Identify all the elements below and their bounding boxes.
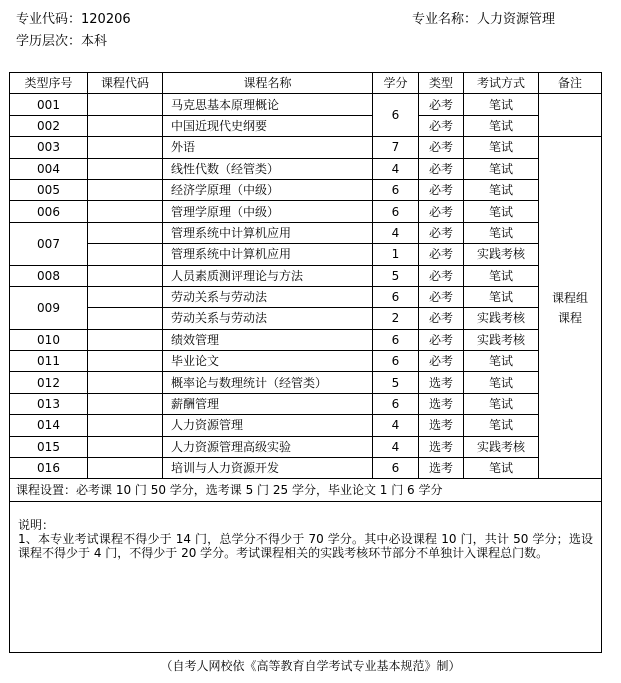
cell-code	[88, 244, 163, 265]
cell-type: 必考	[419, 158, 464, 179]
remark-text: 课程组课程	[552, 290, 589, 325]
cell-course-name: 毕业论文	[163, 351, 373, 372]
cell-course-name: 劳动关系与劳动法	[163, 308, 373, 329]
cell-credit: 4	[373, 158, 419, 179]
cell-credit: 6	[373, 94, 419, 137]
col-header-exam: 考试方式	[464, 73, 539, 94]
major-code: 专业代码：120206	[16, 12, 131, 27]
cell-seq: 005	[10, 179, 88, 200]
cell-credit: 6	[373, 179, 419, 200]
cell-credit: 4	[373, 436, 419, 457]
cell-seq: 014	[10, 415, 88, 436]
cell-seq: 003	[10, 137, 88, 158]
note-box	[10, 502, 602, 653]
cell-credit: 5	[373, 372, 419, 393]
table-row	[10, 286, 602, 307]
cell-exam: 笔试	[464, 393, 539, 414]
cell-code	[88, 436, 163, 457]
cell-exam: 笔试	[464, 201, 539, 222]
table-row	[10, 436, 602, 457]
col-header-code: 课程代码	[88, 73, 163, 94]
cell-seq: 008	[10, 265, 88, 286]
table-row	[10, 415, 602, 436]
table-row	[10, 158, 602, 179]
course-table	[9, 72, 602, 653]
cell-course-name: 管理系统中计算机应用	[163, 244, 373, 265]
cell-seq: 011	[10, 351, 88, 372]
cell-seq: 015	[10, 436, 88, 457]
footer-source: （自考人网校依《高等教育自学考试专业基本规范》制）	[160, 659, 461, 673]
cell-type: 必考	[419, 137, 464, 158]
cell-type: 选考	[419, 393, 464, 414]
cell-code	[88, 179, 163, 200]
cell-course-name: 绩效管理	[163, 329, 373, 350]
cell-credit: 6	[373, 351, 419, 372]
cell-seq: 007	[10, 222, 88, 265]
cell-course-name: 培训与人力资源开发	[163, 458, 373, 479]
cell-seq: 001	[10, 94, 88, 115]
table-row	[10, 244, 602, 265]
cell-seq: 016	[10, 458, 88, 479]
table-row	[10, 329, 602, 350]
cell-credit: 5	[373, 265, 419, 286]
note-row	[10, 502, 602, 653]
table-row	[10, 458, 602, 479]
cell-type: 选考	[419, 436, 464, 457]
cell-credit: 4	[373, 415, 419, 436]
education-level: 学历层次：本科	[16, 34, 108, 49]
major-name: 专业名称：人力资源管理	[412, 12, 556, 27]
cell-course-name: 人员素质测评理论与方法	[163, 265, 373, 286]
cell-course-name: 中国近现代史纲要	[163, 115, 373, 136]
cell-seq: 013	[10, 393, 88, 414]
cell-course-name: 马克思基本原理概论	[163, 94, 373, 115]
cell-code	[88, 265, 163, 286]
table-row	[10, 222, 602, 243]
cell-exam: 实践考核	[464, 436, 539, 457]
table-row	[10, 94, 602, 115]
cell-course-name: 外语	[163, 137, 373, 158]
note-title: 说明：	[18, 518, 55, 533]
table-row	[10, 351, 602, 372]
cell-exam: 笔试	[464, 222, 539, 243]
cell-code	[88, 372, 163, 393]
cell-seq: 006	[10, 201, 88, 222]
cell-exam: 实践考核	[464, 244, 539, 265]
cell-exam: 笔试	[464, 286, 539, 307]
cell-code	[88, 158, 163, 179]
cell-exam: 实践考核	[464, 308, 539, 329]
cell-code	[88, 415, 163, 436]
cell-seq: 010	[10, 329, 88, 350]
cell-code	[88, 308, 163, 329]
cell-code	[88, 137, 163, 158]
cell-code	[88, 329, 163, 350]
table-row	[10, 308, 602, 329]
cell-course-name: 线性代数（经管类）	[163, 158, 373, 179]
cell-credit: 6	[373, 393, 419, 414]
cell-seq: 009	[10, 286, 88, 329]
cell-remark	[539, 137, 602, 479]
cell-type: 必考	[419, 201, 464, 222]
cell-type: 选考	[419, 372, 464, 393]
cell-seq: 004	[10, 158, 88, 179]
cell-code	[88, 115, 163, 136]
col-header-name: 课程名称	[163, 73, 373, 94]
cell-credit: 6	[373, 458, 419, 479]
cell-exam: 笔试	[464, 351, 539, 372]
cell-credit: 2	[373, 308, 419, 329]
note-body: 1、本专业考试课程不得少于 14 门，总学分不得少于 70 学分。其中必设课程 10 门，共计 50 学分；选设课程不得少于 4 门，不得少于 20 学分。考试课程相关的实践考核环节部分不单独计入课程总门数。	[18, 532, 593, 561]
col-header-credit: 学分	[373, 73, 419, 94]
table-row	[10, 201, 602, 222]
cell-course-name: 概率论与数理统计（经管类）	[163, 372, 373, 393]
cell-type: 必考	[419, 115, 464, 136]
cell-credit: 6	[373, 286, 419, 307]
cell-exam: 笔试	[464, 179, 539, 200]
cell-type: 选考	[419, 458, 464, 479]
col-header-remark: 备注	[539, 73, 602, 94]
cell-type: 必考	[419, 351, 464, 372]
table-row	[10, 179, 602, 200]
course-setting-text: 课程设置：必考课 10 门 50 学分，选考课 5 门 25 学分，毕业论文 1 门 6 学分	[10, 479, 602, 502]
table-row	[10, 137, 602, 158]
setting-row	[10, 479, 602, 502]
cell-code	[88, 286, 163, 307]
table-header-row	[10, 73, 602, 94]
cell-code	[88, 222, 163, 243]
cell-credit: 6	[373, 201, 419, 222]
table-row	[10, 265, 602, 286]
cell-remark-blank	[539, 94, 602, 137]
cell-course-name: 管理系统中计算机应用	[163, 222, 373, 243]
cell-course-name: 管理学原理（中级）	[163, 201, 373, 222]
col-header-type: 类型	[419, 73, 464, 94]
table-row	[10, 393, 602, 414]
cell-seq: 012	[10, 372, 88, 393]
cell-exam: 实践考核	[464, 329, 539, 350]
cell-type: 必考	[419, 244, 464, 265]
cell-code	[88, 201, 163, 222]
cell-exam: 笔试	[464, 137, 539, 158]
cell-code	[88, 458, 163, 479]
cell-code	[88, 393, 163, 414]
cell-seq: 002	[10, 115, 88, 136]
cell-type: 必考	[419, 222, 464, 243]
cell-exam: 笔试	[464, 458, 539, 479]
cell-code	[88, 94, 163, 115]
cell-credit: 6	[373, 329, 419, 350]
cell-course-name: 人力资源管理	[163, 415, 373, 436]
cell-type: 必考	[419, 308, 464, 329]
cell-exam: 笔试	[464, 415, 539, 436]
cell-type: 必考	[419, 329, 464, 350]
cell-exam: 笔试	[464, 265, 539, 286]
cell-course-name: 劳动关系与劳动法	[163, 286, 373, 307]
cell-exam: 笔试	[464, 158, 539, 179]
col-header-seq: 类型序号	[10, 73, 88, 94]
cell-code	[88, 351, 163, 372]
cell-type: 必考	[419, 286, 464, 307]
cell-exam: 笔试	[464, 94, 539, 115]
cell-exam: 笔试	[464, 372, 539, 393]
cell-credit: 4	[373, 222, 419, 243]
cell-credit: 1	[373, 244, 419, 265]
table-row	[10, 115, 602, 136]
cell-credit: 7	[373, 137, 419, 158]
cell-course-name: 薪酬管理	[163, 393, 373, 414]
table-row	[10, 372, 602, 393]
cell-type: 选考	[419, 415, 464, 436]
cell-course-name: 经济学原理（中级）	[163, 179, 373, 200]
cell-exam: 笔试	[464, 115, 539, 136]
cell-course-name: 人力资源管理高级实验	[163, 436, 373, 457]
cell-type: 必考	[419, 265, 464, 286]
cell-type: 必考	[419, 94, 464, 115]
cell-type: 必考	[419, 179, 464, 200]
